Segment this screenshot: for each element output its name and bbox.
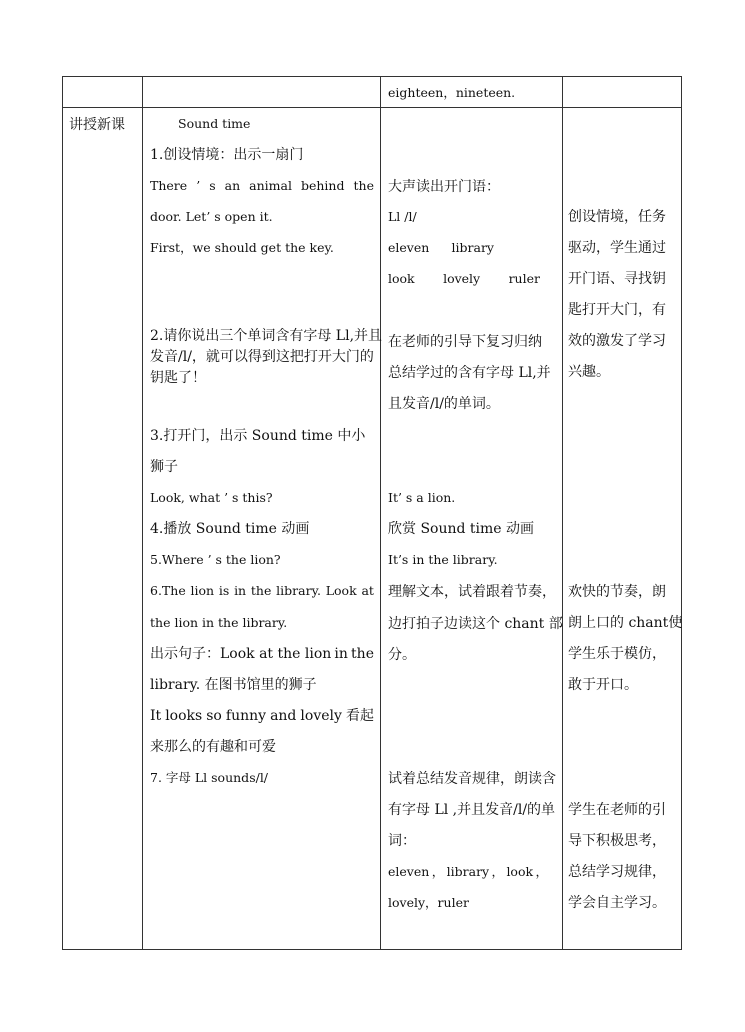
- theres-animal-line: [150, 180, 374, 193]
- word: ，: [431, 864, 445, 879]
- word: ，: [491, 864, 505, 879]
- word: funny: [225, 708, 267, 724]
- word: Look: [325, 583, 357, 598]
- word: the: [250, 583, 272, 598]
- table-border-right: [681, 76, 682, 950]
- summary-line1: 试着总结发音规律，朗读含: [388, 771, 556, 787]
- purpose1-line: 开门语、寻找钥: [568, 271, 666, 287]
- table-border-bottom: [62, 949, 682, 950]
- purpose1-line: 驱动，学生通过: [568, 240, 666, 256]
- word: in: [334, 646, 348, 662]
- step3-line1: 3.打开门，出示 Sound time 中小: [150, 428, 366, 444]
- enjoy-text: 欣赏 Sound time 动画: [388, 521, 535, 537]
- purpose1-line: 兴趣。: [568, 364, 610, 380]
- its-library-text: It’s in the library.: [388, 552, 498, 567]
- lesson-plan-table: [62, 76, 682, 950]
- word: ，: [535, 864, 548, 879]
- purpose2-line: 学生乐于模仿，: [568, 646, 666, 662]
- funny-line1: [150, 709, 374, 723]
- word: an: [224, 178, 241, 193]
- look-lovely-ruler-line: [388, 273, 540, 286]
- word: is: [218, 583, 230, 598]
- row1-col3-text: eighteen，nineteen.: [388, 85, 516, 100]
- purpose3-line: 总结学习规律，: [568, 864, 666, 880]
- word: lovely: [443, 271, 481, 286]
- column-divider-3: [562, 76, 563, 950]
- word: It: [150, 708, 162, 724]
- word: behind: [300, 178, 345, 193]
- purpose2-line: 敢于开口。: [568, 677, 638, 693]
- word: library: [446, 864, 490, 879]
- purpose3-line: 学生在老师的引: [568, 802, 666, 818]
- read-aloud-text: 大声读出开门语：: [388, 179, 500, 195]
- purpose2-line: 朗上口的 chant使: [568, 615, 683, 631]
- eleven-library-line: [388, 242, 494, 255]
- review-line3: 且发音/l/的单词。: [388, 396, 500, 412]
- funny-line2: 来那么的有趣和可爱: [150, 739, 276, 755]
- purpose1-line: 匙打开大门，有: [568, 302, 666, 318]
- words-line2: lovely，ruler: [388, 895, 469, 910]
- column-divider-1: [142, 76, 143, 950]
- table-border-top: [62, 76, 682, 77]
- step6-line1: [150, 585, 374, 598]
- get-key-line: First，we should get the key.: [150, 240, 334, 255]
- word: eleven: [388, 864, 430, 879]
- word: There: [150, 178, 188, 193]
- word: the: [351, 646, 374, 662]
- understand-line2: 边打拍子边读这个 chant 部: [388, 616, 563, 632]
- word: lion: [190, 583, 215, 598]
- word: so: [206, 708, 222, 724]
- review-line2: 总结学过的含有字母 Ll,并: [388, 365, 551, 381]
- word: eleven: [388, 240, 430, 255]
- show-sentence-line2: library. 在图书馆里的狮子: [150, 677, 317, 693]
- word: animal: [249, 178, 292, 193]
- word: library.: [276, 583, 321, 598]
- column-divider-2: [380, 76, 381, 950]
- purpose3-line: 学会自主学习。: [568, 895, 666, 911]
- words-line1: [388, 866, 548, 879]
- word: ’: [196, 178, 201, 193]
- step1-text: 1.创设情境：出示一扇门: [150, 147, 304, 163]
- purpose1-line: 创设情境，任务: [568, 209, 666, 225]
- table-border-left: [62, 76, 63, 950]
- its-lion-text: It’ s a lion.: [388, 490, 456, 505]
- step7-text: 7. 字母 Ll sounds/l/: [150, 770, 269, 785]
- step5-text: 5.Where ’ s the lion?: [150, 552, 281, 567]
- row-divider: [62, 107, 682, 108]
- summary-line2: 有字母 Ll ,并且发音/l/的单: [388, 802, 556, 818]
- step3-line2: 狮子: [150, 459, 178, 475]
- word: in: [234, 583, 247, 598]
- understand-line1: 理解文本，试着跟着节奏，: [388, 584, 556, 600]
- review-line1: 在老师的引导下复习归纳: [388, 334, 542, 350]
- understand-line3: 分。: [388, 647, 416, 663]
- purpose3-line: 导下积极思考，: [568, 833, 666, 849]
- word: 出示句子：Look at the lion: [150, 646, 332, 662]
- step2-line1: 2.请你说出三个单词含有字母 Ll,并且: [150, 328, 383, 344]
- look-what-line: Look, what ’ s this?: [150, 490, 273, 505]
- step6-line2: the lion in the library.: [150, 615, 288, 630]
- step2-line3: 钥匙了！: [150, 370, 206, 386]
- word: looks: [165, 708, 203, 724]
- word: lovely: [300, 708, 342, 724]
- word: the: [353, 178, 374, 193]
- summary-line3: 词：: [388, 833, 416, 849]
- word: and: [270, 708, 297, 724]
- word: look: [388, 271, 415, 286]
- word: at: [361, 583, 374, 598]
- show-sentence-line1: [150, 647, 374, 661]
- open-door-line: door. Let’ s open it.: [150, 209, 273, 224]
- word: library: [451, 240, 494, 255]
- purpose1-line: 效的激发了学习: [568, 333, 666, 349]
- word: look: [506, 864, 534, 879]
- word: s: [209, 178, 216, 193]
- word: 看起: [345, 708, 374, 724]
- word: ruler: [508, 271, 540, 286]
- ll-sound-text: Ll /l/: [388, 209, 417, 224]
- step2-line2: 发音/l/，就可以得到这把打开大门的: [150, 349, 374, 365]
- sound-time-heading: Sound time: [178, 116, 251, 131]
- word: 6.The: [150, 583, 186, 598]
- step4-text: 4.播放 Sound time 动画: [150, 521, 310, 537]
- section-label: 讲授新课: [69, 117, 125, 133]
- purpose2-line: 欢快的节奏，朗: [568, 584, 666, 600]
